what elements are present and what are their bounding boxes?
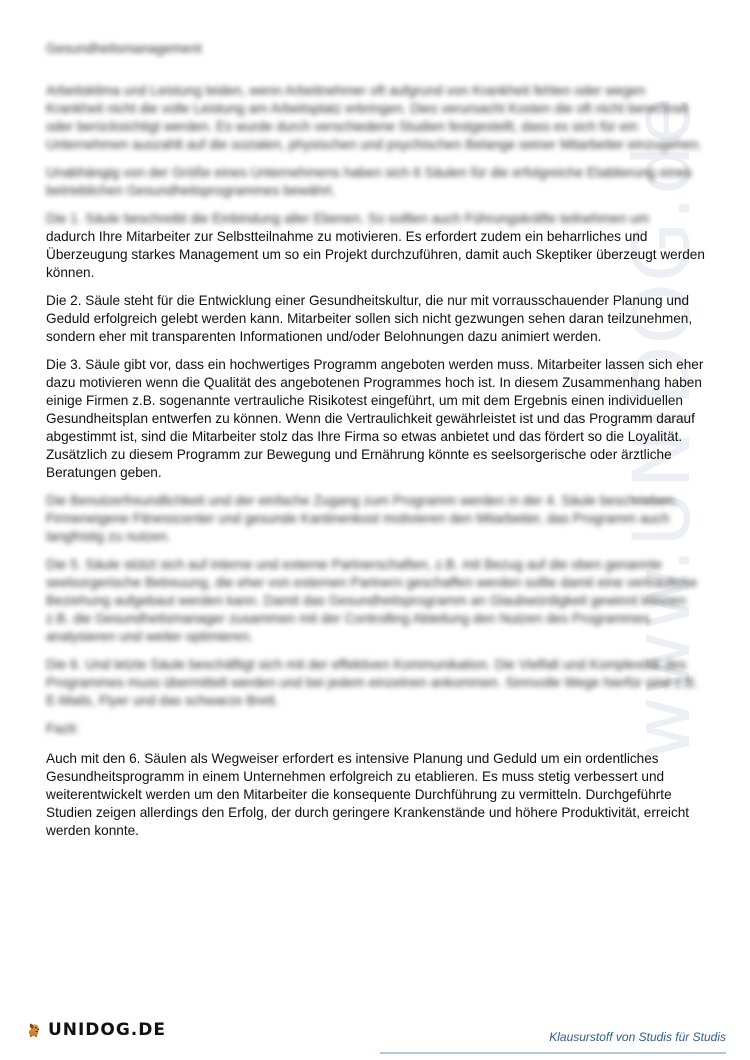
logo-text: UNIDOG.DE: [47, 1020, 166, 1040]
paragraph-intro-1: Arbeitsklima und Leistung leiden, wenn Arbeitnehmer oft aufgrund von Krankheit fehlen oder wegen Krankheit nicht die volle Leistung am Arbeitsplatz erbringen. Dies verursacht Kosten die oft nicht berechnet oder berücksichtigt werden. Es wurde durch verschiedene Studien festgestellt, dass es sich für ein Unternehmen auszahlt auf die sozialen, physischen und psychischen Belange seiner Mitarbeiter einzugehen.: [46, 83, 702, 152]
footer-tagline: Klausurstoff von Studis für Studis: [549, 1030, 726, 1044]
paragraph-saeule-1-text: dadurch Ihre Mitarbeiter zur Selbstteilnahme zu motivieren. Es erfordert zudem ein beharrliches und Überzeugung starkes Management um so ein Projekt durchzuführen, damit auch Skeptiker überzeugt werden können.: [46, 229, 705, 280]
paragraph-saeule-4: Die Benutzerfreundlichkeit und der einfache Zugang zum Programm werden in der 4. Säule beschrieben. Firmeneigene Fitnesscenter und gesunde Kantinenkost motivieren den Mitarbeiter, das Programm auch langfristig zu nutzen.: [46, 493, 678, 544]
paragraph-fazit: Auch mit den 6. Säulen als Wegweiser erfordert es intensive Planung und Geduld um ein ordentliches Gesundheitsprogramm in einem Unternehmen erfolgreich zu etablieren. Es muss stetig verbessert und weiterentwickelt werden um den Mitarbeiter die konsequente Durchführung zu vermitteln. Durchgeführte Studien zeigen allerdings den Erfolg, der durch geringere Krankenstände und höhere Produktivität, erreicht werden konnte.: [46, 751, 690, 838]
paragraph-intro-2: Unabhängig von der Größe eines Unternehmens haben sich 6 Säulen für die erfolgreiche Etablierung eines betrieblichen Gesundheitsprogrammes bewährt.: [46, 165, 693, 198]
watermark: www.UNIDOG.de: [618, 95, 708, 760]
paragraph-saeule-5: Die 5. Säule stützt sich auf interne und externe Partnerschaften, z.B. mit Bezug auf die oben genannte seelsorgerische Betreuung, die eher von externen Partnern geschaffen werden sollte damit eine vertrauliche Beziehung aufgebaut werden kann. Damit das Gesundheitsprogramm an Glaubwürdigkeit gewinnt können z.B. die Gesundheitsmanager zusammen mit der Controlling Abteilung den Nutzen des Programmes analysieren und weiter optimieren.: [46, 557, 698, 644]
paragraph-saeule-6: Die 6. Und letzte Säule beschäftigt sich mit der effektiven Kommunikation. Die Vielfalt und Komplexität des Programmes muss übermittelt werden und bei jedem einzelnen ankommen. Sinnvolle Wege hierfür sind z.B. E-Mails, Flyer und das schwarze Brett.: [46, 657, 698, 708]
paragraph-saeule-3: Die 3. Säule gibt vor, dass ein hochwertiges Programm angeboten werden muss. Mitarbeiter lassen sich eher dazu motivieren wenn die Qualität des angebotenen Programmes hoch ist. In diesem Zusammenhang haben einige Firmen z.B. sogenannte vertrauliche Risikotest eingeführt, um mit dem Ergebnis einen individuellen Gesundheitsplan entwerfen zu können. Wenn die Vertraulichkeit gewährleistet ist und das Programm darauf abgestimmt ist, sind die Mitarbeiter stolz das Ihre Firma so etwas anbietet und das fördert so die Loyalität. Zusätzlich zu diesem Programm zur Bewegung und Ernährung könnte es seelsorgerische oder ärztliche Beratungen geben.: [46, 357, 704, 480]
paragraph-saeule-1-first-line: Die 1. Säule beschreibt die Einbindung aller Ebenen. So sollten auch Führungskräfte teilnehmen um: [46, 211, 650, 226]
footer-divider: [380, 1052, 726, 1054]
fazit-label: Fazit:: [46, 721, 80, 736]
document-body: [46, 40, 706, 840]
paragraph-saeule-2: Die 2. Säule steht für die Entwicklung einer Gesundheitskultur, die nur mit vorrausschauender Planung und Geduld erfolgreich gelebt werden kann. Mitarbeiter sollen sich nicht gezwungen sehen daran teilzunehmen, sondern eher mit transparenten Informationen und/oder Belohnungen dazu animiert werden.: [46, 293, 693, 344]
document-heading: Gesundheitsmanagement: [46, 41, 202, 56]
footer-logo[interactable]: [26, 1010, 166, 1050]
dog-mascot-icon: [26, 1013, 42, 1047]
paragraph-saeule-1: [46, 210, 706, 282]
